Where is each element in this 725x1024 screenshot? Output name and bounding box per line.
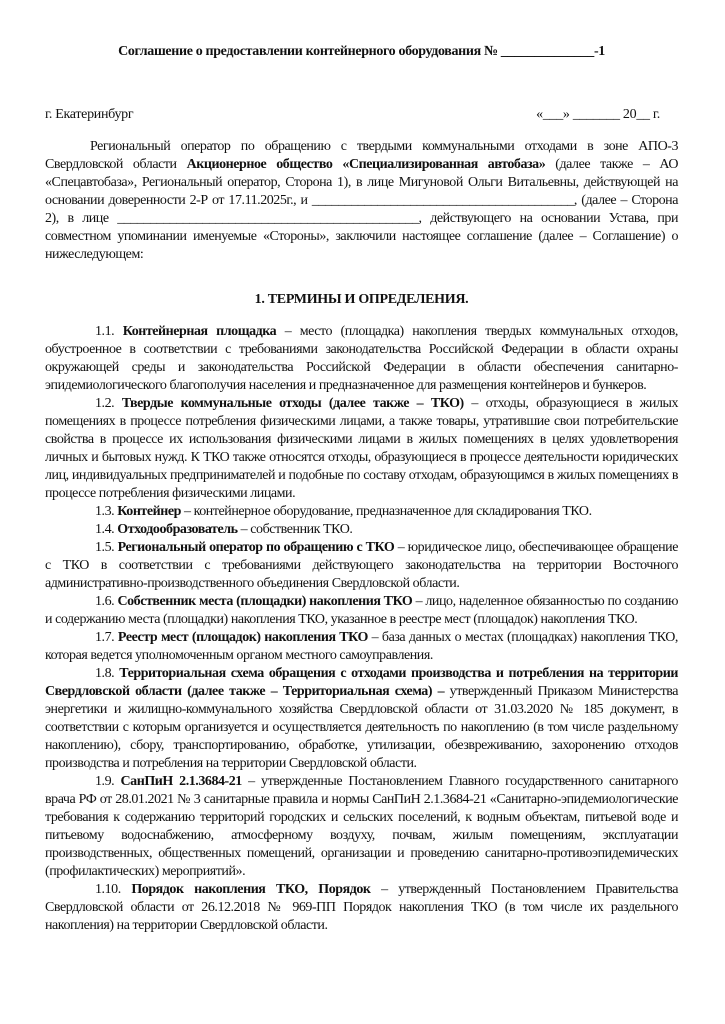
term-item: [45, 539, 678, 593]
term-item: [45, 881, 678, 935]
term-name: Твердые коммунальные отходы (далее также – ТКО): [121, 396, 464, 411]
term-definition: – место (площадка) накопления твердых коммунальных отходов, обустроенное в соответствии с требованиями законодательства Российской Федерации в области охраны окружающей среды и законодательства Российской Федерации в области обеспечения санитарно-эпидемиологического благополучия населения и предназначенное для размещения контейнеров и бункеров.: [45, 324, 678, 393]
term-number: 1.3.: [95, 504, 115, 519]
term-definition: – собственник ТКО.: [237, 522, 353, 537]
term-definition: – контейнерное оборудование, предназначенное для складирования ТКО.: [180, 504, 592, 519]
term-number: 1.8.: [95, 666, 115, 681]
term-item: [45, 503, 678, 521]
term-number: 1.2.: [95, 396, 115, 411]
term-number: 1.10.: [95, 882, 121, 897]
term-item: [45, 629, 678, 665]
place-date-row: [45, 107, 678, 123]
term-name: Региональный оператор по обращению с ТКО: [117, 540, 395, 555]
term-name: СанПиН 2.1.3684-21: [120, 774, 242, 789]
term-item: [45, 665, 678, 773]
term-name: Территориальная схема обращения с отходами производства и потребления на территории Свердловской области (далее также – Территориальная схема) –: [45, 666, 678, 699]
document-title: Соглашение о предоставлении контейнерного оборудования № ______________-1: [118, 44, 605, 59]
term-item: [45, 593, 678, 629]
term-item: [45, 521, 678, 539]
term-definition: – отходы, образующиеся в жилых помещениях в процессе потребления физическими лицами, а также товары, утратившие свои потребительские свойства в процессе их использования физическими лицами в жилых помещениях в целях удовлетворения личных и бытовых нужд. К ТКО также относятся отходы, образующиеся в процессе деятельности юридических лиц, индивидуальных предпринимателей и подобные по составу отходам, образующимся в жилых помещениях в процессе потребления физическими лицами.: [45, 396, 678, 501]
term-definition: – база данных о местах (площадках) накопления ТКО, которая ведется уполномоченным органом местного самоуправления.: [45, 630, 678, 663]
term-name: Реестр мест (площадок) накопления ТКО: [117, 630, 368, 645]
term-name: Собственник места (площадки) накопления ТКО: [117, 594, 413, 609]
term-number: 1.4.: [95, 522, 115, 537]
date-placeholder: «___» _______ 20__ г.: [536, 107, 660, 122]
preamble-paragraph: [45, 138, 678, 264]
term-definition: – утвержденные Постановлением Главного государственного санитарного врача РФ от 28.01.2021 № 3 санитарные правила и нормы СанПиН 2.1.3684-21 «Санитарно-эпидемиологические требования к содержанию территорий городских и сельских поселений, к водным объектам, питьевой воде и питьевому водоснабжению, атмосферному воздуху, почвам, жилым помещениям, эксплуатации производственных, общественных помещений, организации и проведению санитарно-противоэпидемических (профилактических) мероприятий».: [45, 774, 678, 879]
city: г. Екатеринбург: [45, 107, 134, 122]
preamble-rest: (далее также – АО «Спецавтобаза», Региональный оператор, Сторона 1), в лице Мигуновой Ольги Витальевны, действующей на основании доверенности 2-Р от 17.11.2025г., и ________________________________________, (далее – Сторона 2), в лице ______________________________________________, действующего на основании Устава, при совместном упоминании именуемые «Стороны», заключили настоящее соглашение (далее – Соглашение) о нижеследующем:: [45, 157, 678, 262]
term-item: [45, 773, 678, 881]
term-number: 1.5.: [95, 540, 115, 555]
company-name: Акционерное общество «Специализированная автобаза»: [186, 157, 546, 172]
term-number: 1.1.: [95, 324, 115, 339]
section-heading: 1. ТЕРМИНЫ И ОПРЕДЕЛЕНИЯ.: [254, 292, 469, 307]
term-number: 1.6.: [95, 594, 115, 609]
term-definition: – утвержденный Постановлением Правительства Свердловской области от 26.12.2018 № 969-ПП Порядок накопления ТКО (в том числе их раздельного накопления) на территории Свердловской области.: [45, 882, 678, 933]
term-definition: утвержденный Приказом Министерства энергетики и жилищно-коммунального хозяйства Свердловской области от 31.03.2020 № 185 документ, в соответствии с которым организуется и осуществляется деятельность по накоплению (в том числе раздельному накоплению), сбору, транспортированию, обработке, утилизации, обезвреживанию, захоронению отходов производства и потребления на территории Свердловской области.: [45, 684, 678, 771]
term-definition: – лицо, наделенное обязанностью по созданию и содержанию места (площадки) накопления ТКО, указанное в реестре мест (площадок) накопления ТКО.: [45, 594, 678, 627]
terms-list: [45, 323, 678, 935]
term-name: Контейнерная площадка: [122, 324, 277, 339]
term-number: 1.9.: [95, 774, 115, 789]
term-item: [45, 323, 678, 395]
term-item: [45, 395, 678, 503]
term-name: Контейнер: [117, 504, 181, 519]
preamble-start: Региональный оператор по обращению с твердыми коммунальными отходами в зоне АПО-3 Свердловской области: [45, 139, 678, 172]
term-name: Порядок накопления ТКО, Порядок: [131, 882, 371, 897]
term-name: Отходообразователь: [117, 522, 238, 537]
term-definition: – юридическое лицо, обеспечивающее обращение с ТКО в соответствии с требованиями действующего законодательства на территории Восточного административно-производственного объединения Свердловской области.: [45, 540, 678, 591]
term-number: 1.7.: [95, 630, 115, 645]
